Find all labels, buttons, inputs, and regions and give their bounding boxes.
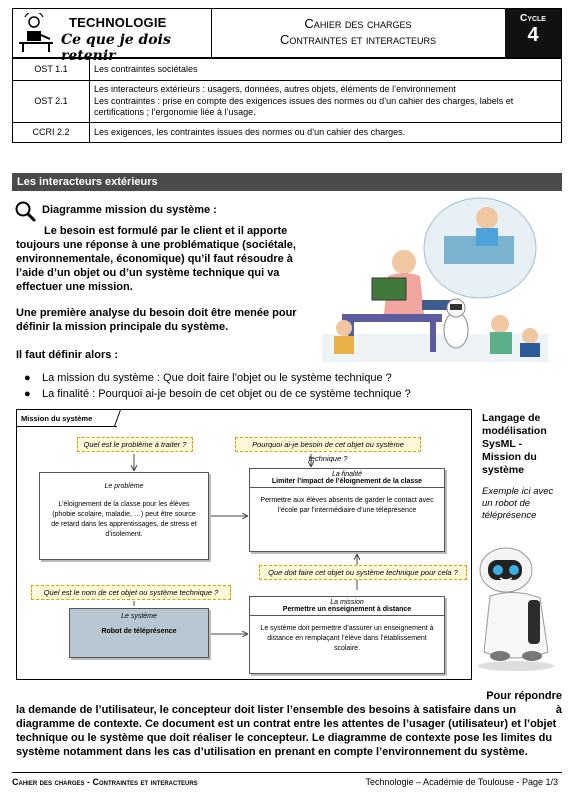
- footer-right: Technologie – Académie de Toulouse - Page 1/3: [365, 777, 558, 787]
- side-note: Langage de modélisation SysML - Mission du système: [482, 412, 547, 476]
- mission-diagram: [16, 409, 472, 680]
- competency-code: CCRI 2.2: [13, 123, 90, 143]
- mission-block: [249, 596, 445, 674]
- closing-part1: la demande de l’utilisateur, le: [16, 704, 172, 716]
- student-desk-icon: [17, 13, 55, 53]
- telepresence-illustration: [322, 196, 548, 362]
- closing-paragraph: [16, 703, 560, 759]
- magnifier-icon: [14, 200, 36, 222]
- finalite-title: La finalité: [332, 471, 362, 478]
- closing-line-right: Pour répondre à: [486, 690, 562, 716]
- mission-text: Le système doit permettre d’assurer un enseignement à distance en remplaçant l’élève dans l’établissement scolaire.: [260, 625, 434, 652]
- header-brand: [13, 9, 212, 64]
- mission-title: La mission: [330, 599, 364, 606]
- table-row: [13, 59, 562, 81]
- doc-title-line1: Cahier des charges: [304, 16, 412, 31]
- system-block: [69, 608, 209, 658]
- problem-block: [39, 472, 209, 560]
- side-example: Exemple ici avec un robot de téléprésence: [482, 486, 554, 521]
- document-header: [12, 8, 562, 64]
- footer-left: Cahier des charges - Contraintes et interacteurs: [12, 777, 198, 787]
- finalite-header: [250, 469, 444, 488]
- bullet-dot: ●: [24, 372, 31, 384]
- competency-code: OST 2.1: [13, 81, 90, 123]
- bullet-dot: ●: [24, 388, 31, 400]
- intro-paragraph: Le besoin est formulé par le client et il apporte toujours une réponse à une problématique (sociétale, environnementale, économique) qu’il faut résoudre à l’aide d’un objet ou d’un système technique qui va effectuer une mission.: [16, 225, 296, 293]
- paragraph-mission: Une première analyse du besoin doit être menée pour définir la mission principale du système.: [16, 307, 297, 333]
- closing-bold-concepteur: concepteur: [171, 704, 232, 716]
- cycle-number: 4: [527, 24, 539, 46]
- closing-part3: . Ce document est un contrat entre les attentes de l’usager (utilisateur) et l’objet technique ou le système que doit réaliser le concepteur. Le diagramme de contexte pose les limites du système notamment dans les cas d’utilisation en prenant en compte l’environnement du système.: [16, 718, 557, 758]
- header-title-top: TECHNOLOGIE: [69, 15, 167, 30]
- mission-heading: Permettre un enseignement à distance: [282, 606, 412, 613]
- finalite-block: [249, 468, 445, 552]
- competency-text: Les contraintes sociétales: [90, 59, 562, 81]
- cycle-badge: [505, 9, 561, 57]
- closing-part2: doit lister l’ensemble des besoins à satisfaire dans un: [231, 704, 517, 716]
- doc-title-line2: Contraintes et interacteurs: [279, 32, 437, 47]
- header-doc-title: [211, 9, 506, 57]
- finalite-text: Permettre aux élèves absents de garder le contact avec l’école par l’intermédiaire d’une téléprésence: [260, 497, 434, 514]
- competency-code: OST 1.1: [13, 59, 90, 81]
- question-purpose: Pourquoi ai-je besoin de cet objet ou système technique ?: [235, 437, 421, 452]
- question-name: Quel est le nom de cet objet ou système technique ?: [31, 585, 231, 600]
- table-row: [13, 81, 562, 123]
- question-problem: Quel est le problème à traiter ?: [77, 437, 193, 452]
- footer-divider: [12, 772, 562, 773]
- finalite-heading: Limiter l’impact de l’éloignement de la classe: [271, 478, 423, 485]
- table-row: [13, 123, 562, 143]
- section-title: Les interacteurs extérieurs: [12, 173, 562, 191]
- paragraph-define: Il faut définir alors :: [16, 349, 119, 361]
- competency-text: Les exigences, les contraintes issues des normes ou d’un cahier des charges.: [90, 123, 562, 143]
- question-mission: Que doit faire cet objet ou système technique pour cela ?: [259, 565, 467, 580]
- cycle-label: Cycle: [520, 13, 546, 24]
- competency-table: [12, 58, 562, 143]
- header-title-bottom: Ce que je dois retenir: [61, 32, 171, 64]
- bullet-mission: La mission du système : Que doit faire l’objet ou le système technique ?: [42, 372, 392, 384]
- system-name: Robot de téléprésence: [101, 628, 177, 635]
- bullet-purpose: La finalité : Pourquoi ai-je besoin de cet objet ou de ce système technique ?: [42, 388, 411, 400]
- problem-title: Le problème: [104, 483, 144, 490]
- diagram-frame-title: Mission du système: [21, 414, 93, 423]
- robot-image: [470, 540, 562, 672]
- closing-bold-diagramme: diagramme de contexte: [16, 718, 139, 730]
- system-title: Le système: [121, 613, 157, 620]
- problem-text: L’éloignement de la classe pour les élèves (phobie scolaire, maladie, …) peut être source de retard dans les apprentissages, de stress et d’isolement.: [51, 501, 197, 538]
- mission-header: [250, 597, 444, 616]
- competency-text: Les interacteurs extérieurs : usagers, données, autres objets, éléments de l’environnement Les contraintes : prise en compte des exigences issues des normes ou d’un cahier des charges, labels et certifications ; l’ergonomie liée à l’usage.: [90, 81, 562, 123]
- subsection-title: Diagramme mission du système :: [42, 204, 217, 216]
